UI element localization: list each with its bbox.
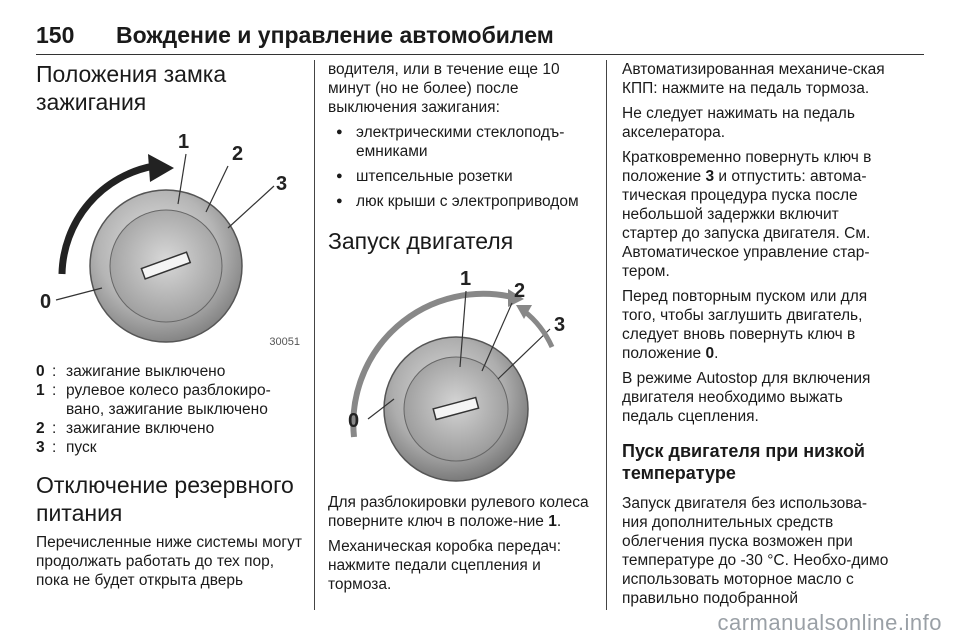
- legend-row: 2 : зажигание включено: [36, 419, 304, 438]
- start-range-arc: [524, 311, 552, 347]
- legend-text: пуск: [66, 439, 97, 456]
- legend-key: 1: [36, 382, 45, 399]
- page-number: 150: [36, 22, 75, 48]
- ignition-diagram-2: [328, 267, 594, 483]
- legend-key: 3: [36, 439, 45, 456]
- section-heading-backup-power: Отключение резервного питания: [36, 472, 294, 526]
- label-0: 0: [348, 410, 360, 432]
- ignition-diagram-1: [36, 124, 304, 350]
- paragraph: Автоматизированная механиче-ская КПП: нажмите на педаль тормоза.: [622, 61, 885, 97]
- legend-row: 1 : рулевое колесо разблокиро-вано, зажигание выключено: [36, 381, 304, 419]
- column-divider: [606, 60, 607, 610]
- ignition-switch-figure: [36, 124, 304, 350]
- paragraph: водителя, или в течение еще 10 минут (но не более) после выключения зажигания:: [328, 61, 560, 116]
- bullet-list: [328, 123, 594, 211]
- paragraph: Перед повторным пуском или для того, чтобы заглушить двигатель, следует вновь повернуть ключ в положение 0.: [622, 288, 868, 362]
- watermark: carmanualsonline.info: [717, 610, 942, 635]
- position-legend: [36, 362, 304, 457]
- section-heading-engine-start: Запуск двигателя: [328, 228, 514, 254]
- list-item: ● электрическими стеклоподъ-емниками: [328, 123, 594, 161]
- position-2-line: [206, 166, 228, 212]
- page-header: [36, 20, 924, 55]
- paragraph: Запуск двигателя без использова-ния дополнительных средств облегчения пуска возможен при температуре до -30 °C. Необхо-димо использовать моторное масло с правильно подобранной: [622, 495, 889, 607]
- paragraph: Не следует нажимать на педаль акселератора.: [622, 105, 855, 141]
- list-item: ● люк крыши с электроприводом: [328, 192, 594, 211]
- label-1: 1: [460, 268, 472, 290]
- label-0: 0: [40, 291, 52, 313]
- column-divider: [314, 60, 315, 610]
- legend-row: 0 : зажигание выключено: [36, 362, 304, 381]
- position-3-line: [498, 329, 550, 379]
- label-1: 1: [178, 131, 190, 153]
- position-3-line: [228, 186, 274, 228]
- paragraph: Для разблокировки рулевого колеса поверните ключ в положе-ние 1.: [328, 494, 589, 530]
- section-heading-ignition-positions: Положения замка зажигания: [36, 61, 227, 115]
- label-3: 3: [276, 173, 288, 195]
- legend-text: зажигание выключено: [66, 363, 226, 380]
- label-2: 2: [232, 143, 244, 165]
- figure-code: 30051: [269, 336, 300, 348]
- engine-start-figure: [328, 267, 594, 483]
- legend-text: зажигание включено: [66, 420, 215, 437]
- paragraph: Перечисленные ниже системы могут продолжать работать до тех пор, пока не будет открыта дверь: [36, 534, 302, 589]
- paragraph: Кратковременно повернуть ключ в положение 3 и отпустить: автома-тическая процедура пуска после небольшой задержки включит стартер до запуска двигателя. См. Автоматическое управление стар-тером.: [622, 149, 872, 280]
- legend-key: 0: [36, 363, 45, 380]
- section-heading-cold-start: Пуск двигателя при низкой температуре: [622, 441, 865, 483]
- column-2: [328, 60, 594, 594]
- legend-row: 3 : пуск: [36, 438, 304, 457]
- column-3: [622, 60, 892, 608]
- legend-key: 2: [36, 420, 45, 437]
- running-title: Вождение и управление автомобилем: [116, 22, 554, 48]
- rotation-arrow-head: [148, 154, 174, 182]
- column-1: [36, 60, 304, 590]
- label-2: 2: [514, 280, 526, 302]
- label-3: 3: [554, 314, 566, 336]
- legend-text: рулевое колесо разблокиро-вано, зажигание выключено: [66, 382, 271, 418]
- paragraph: Механическая коробка передач: нажмите педали сцепления и тормоза.: [328, 538, 562, 593]
- paragraph: В режиме Autostop для включения двигателя необходимо выжать педаль сцепления.: [622, 370, 871, 425]
- list-item: ● штепсельные розетки: [328, 167, 594, 186]
